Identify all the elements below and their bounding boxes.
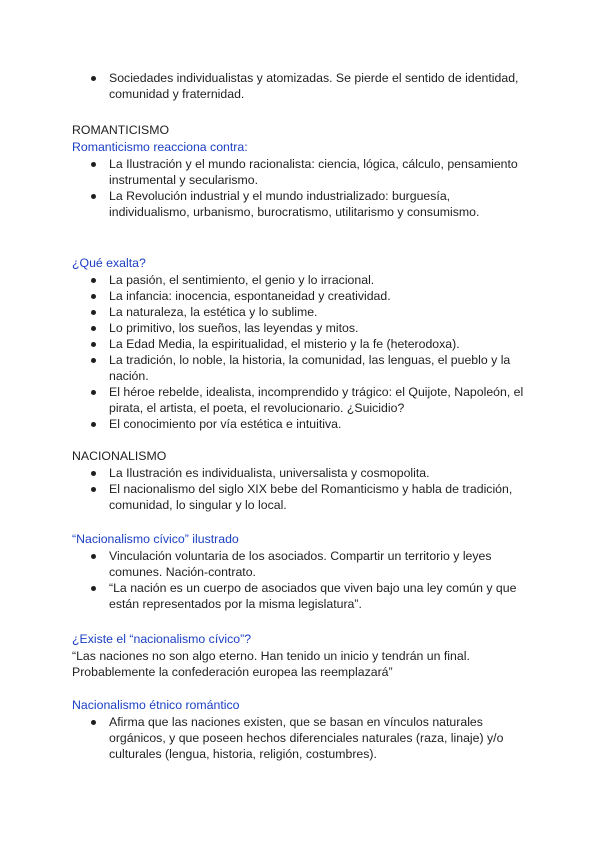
- exalta-list: [72, 272, 532, 432]
- subheading-reacciona: Romanticismo reacciona contra:: [72, 140, 248, 154]
- list-item: Afirma que las naciones existen, que se basan en vínculos naturales orgánicos, y que poseen hechos diferenciales naturales (raza, linaje) y/o culturales (lengua, historia, religión, costumbres).: [72, 714, 532, 762]
- nacionalismo-list: [72, 465, 532, 513]
- list-item: El nacionalismo del siglo XIX bebe del Romanticismo y habla de tradición, comunidad, lo singular y lo local.: [72, 481, 532, 513]
- list-item: La naturaleza, la estética y lo sublime.: [72, 304, 532, 320]
- subheading-etnico: Nacionalismo étnico romántico: [72, 698, 240, 712]
- reacciona-list: [72, 156, 532, 220]
- list-item: El héroe rebelde, idealista, incomprendido y trágico: el Quijote, Napoleón, el pirata, el artista, el poeta, el revolucionario. ¿Suicidio?: [72, 384, 532, 416]
- civico-list: [72, 548, 532, 612]
- list-item: La Revolución industrial y el mundo industrializado: burguesía, individualismo, urbanismo, burocratismo, utilitarismo y consumismo.: [72, 188, 532, 220]
- section-title-romanticismo: ROMANTICISMO: [72, 123, 170, 137]
- list-item: La pasión, el sentimiento, el genio y lo irracional.: [72, 272, 532, 288]
- list-item: Lo primitivo, los sueños, las leyendas y mitos.: [72, 320, 532, 336]
- list-item: La Ilustración y el mundo racionalista: ciencia, lógica, cálculo, pensamiento instrumental y secularismo.: [72, 156, 532, 188]
- list-item: La Edad Media, la espiritualidad, el misterio y la fe (heterodoxa).: [72, 336, 532, 352]
- subheading-civico: “Nacionalismo cívico” ilustrado: [72, 532, 239, 546]
- list-item: La tradición, lo noble, la historia, la comunidad, las lenguas, el pueblo y la nación.: [72, 352, 532, 384]
- list-item: Vinculación voluntaria de los asociados. Compartir un territorio y leyes comunes. Nación-contrato.: [72, 548, 532, 580]
- list-item: “La nación es un cuerpo de asociados que viven bajo una ley común y que están representados por la misma legislatura”.: [72, 580, 532, 612]
- intro-list: [72, 70, 532, 102]
- subheading-existe: ¿Existe el “nacionalismo cívico”?: [72, 632, 252, 646]
- section-title-nacionalismo: NACIONALISMO: [72, 449, 167, 463]
- subheading-exalta: ¿Qué exalta?: [72, 256, 146, 270]
- quote-paragraph: “Las naciones no son algo eterno. Han tenido un inicio y tendrán un final. Probablemente la confederación europea las reemplazará”: [72, 649, 470, 679]
- etnico-list: [72, 714, 532, 762]
- list-item: La infancia: inocencia, espontaneidad y creatividad.: [72, 288, 532, 304]
- list-item: El conocimiento por vía estética e intuitiva.: [72, 416, 532, 432]
- list-item: La Ilustración es individualista, universalista y cosmopolita.: [72, 465, 532, 481]
- list-item: Sociedades individualistas y atomizadas. Se pierde el sentido de identidad, comunidad y fraternidad.: [72, 70, 532, 102]
